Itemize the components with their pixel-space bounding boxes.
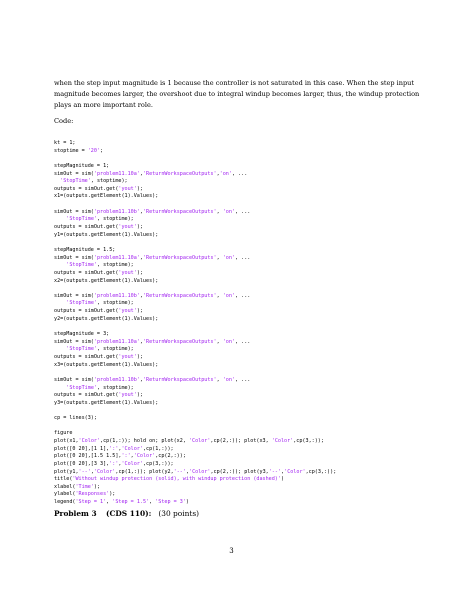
code-line [54,323,336,331]
code-token: , stoptime); [96,300,134,307]
code-line [54,262,336,270]
code-line [54,453,336,461]
code-token: ,cp(3,:)); [305,468,337,475]
code-token: , [216,376,223,383]
code-line [54,392,336,400]
code-string-literal: 'ReturnWorkspaceOutputs' [142,170,217,177]
code-token: , [216,254,223,261]
code-token [54,346,66,352]
code-token [54,385,66,391]
code-token: , [139,254,143,261]
code-token: plot(y1, [54,468,79,475]
page-number: 3 [229,547,234,555]
code-token: stepMagnitude = 3; [54,331,110,338]
code-token: ) [185,499,189,506]
code-token: ,cp(3,:)); [293,437,324,444]
code-string-literal: 'Time' [75,483,94,490]
code-token: , ... [231,170,248,177]
code-line [54,385,336,393]
problem-heading [54,508,199,519]
code-line [54,239,336,247]
code-line [54,155,336,163]
code-token: ); [136,308,143,315]
code-token: ,cp(2,:)); plot(x3, [210,437,272,444]
code-string-literal: 'ReturnWorkspaceOutputs' [142,338,217,345]
code-string-literal: 'Color' [78,437,101,444]
code-token: , stoptime); [96,384,134,391]
code-token: ); [109,491,116,498]
code-line [54,255,336,263]
problem-points: (30 points) [158,509,200,518]
code-token: simOut = sim( [54,376,94,383]
code-token: , [216,208,223,215]
code-token: stoptime = [54,147,88,154]
code-token: , [118,460,122,467]
code-string-literal: 'problem11.10a' [93,338,140,345]
code-string-literal: 'yout' [118,392,137,399]
code-line [54,193,336,201]
code-line [54,484,336,492]
code-token: ); [136,353,143,360]
code-token: outputs = simOut.get( [54,224,119,231]
code-token: , stoptime); [90,178,128,185]
code-string-literal: 'problem11.10b' [93,376,140,383]
code-line [54,278,336,286]
code-token: simOut = sim( [54,170,94,177]
code-token: x2=(outputs.getElement(1).Values); [54,277,159,284]
code-token: plot([0 20],[1.5 1.5], [54,453,122,460]
code-heading: Code: [54,117,74,125]
code-string-literal: 'on' [222,376,235,383]
code-token: , [139,170,143,177]
code-token: ); [93,483,101,490]
code-line [54,293,336,301]
code-token: ,cp(2,:)); plot(y3, [210,468,269,475]
code-token: plot([0 20],[3 3], [54,460,110,467]
code-line [54,232,336,240]
code-line [54,171,336,179]
code-token: , [90,468,94,475]
code-line [54,331,336,339]
code-token: ,cp(1,:)); [142,445,174,452]
code-token: ); [136,392,143,399]
code-token: ); [136,224,143,231]
code-line [54,316,336,324]
code-token: y3=(outputs.getElement(1).Values); [54,399,159,406]
code-line [54,300,336,308]
code-token: , stoptime); [96,262,134,269]
code-token: title( [54,476,73,483]
code-string-literal: 'ReturnWorkspaceOutputs' [142,292,217,299]
code-string-literal: 'ReturnWorkspaceOutputs' [142,208,217,215]
code-line [54,224,336,232]
code-token: y1=(outputs.getElement(1).Values); [54,231,159,238]
code-token: ,cp(1,:)); hold on; plot(x2, [100,437,189,444]
code-string-literal: '--' [173,468,186,475]
code-string-literal: ':' [109,445,119,452]
code-token: outputs = simOut.get( [54,353,119,360]
code-string-literal: 'yout' [118,224,137,231]
code-token: , [139,338,143,345]
code-token: ylabel( [54,491,76,498]
code-string-literal: 'problem11.10a' [93,170,140,177]
code-string-literal: 'on' [222,254,235,261]
code-string-literal: 'ReturnWorkspaceOutputs' [142,254,217,261]
code-string-literal: ':' [109,460,119,467]
code-line [54,186,336,194]
code-token: , ... [235,292,251,299]
code-token: outputs = simOut.get( [54,308,119,315]
code-string-literal: 'Color' [121,445,143,452]
paragraph-line: when the step input magnitude is 1 because the controller is not saturated in this case. When the step input [54,79,414,87]
code-string-literal: 'problem11.10a' [93,254,140,261]
code-token: , stoptime); [96,216,134,223]
code-line [54,430,336,438]
code-string-literal: 'on' [222,208,235,215]
paragraph-line: plays an more important role. [54,101,153,109]
code-token: , [185,468,190,475]
code-token: kt = 1; [54,140,76,146]
code-line [54,415,336,423]
code-line [54,446,336,454]
code-token: x3=(outputs.getElement(1).Values); [54,361,159,368]
code-string-literal: '--' [268,468,282,475]
code-string-literal: 'on' [222,338,235,345]
code-token: ); [136,269,143,276]
code-string-literal: 'Without windup protection (solid), with windup protection (dashed)' [72,476,281,483]
code-token: ,cp(3,:)); [142,460,174,467]
code-block [54,140,336,507]
code-string-literal: 'Color' [133,453,156,460]
code-string-literal: 'Step = 1' [75,499,107,506]
code-token: , [216,170,220,177]
code-string-literal: 'StopTime' [66,300,97,307]
code-string-literal: 'Color' [284,468,306,475]
code-string-literal: 'StopTime' [66,262,97,269]
code-token: plot([0 20],[1 1], [54,445,110,452]
code-token: stepMagnitude = 1; [54,162,110,169]
code-token: ) [280,476,285,483]
code-token: , [130,453,134,460]
code-line [54,148,336,156]
code-string-literal: ':' [121,453,131,460]
code-line [54,369,336,377]
code-token: ,cp(2,:)); [155,453,186,460]
code-string-literal: 'yout' [118,308,137,315]
code-line [54,400,336,408]
code-token: , ... [235,254,251,261]
code-token: figure [54,430,73,437]
code-line [54,339,336,347]
code-line [54,469,336,477]
code-token: , [139,208,143,215]
code-string-literal: 'ReturnWorkspaceOutputs' [142,376,217,383]
code-string-literal: 'StopTime' [60,178,91,185]
code-token: legend( [54,499,76,506]
code-token: simOut = sim( [54,338,94,345]
code-string-literal: 'problem11.10b' [93,292,140,299]
code-string-literal: '--' [78,468,91,475]
code-token: outputs = simOut.get( [54,269,119,276]
problem-label: Problem 3 [54,509,97,518]
code-token: y2=(outputs.getElement(1).Values); [54,315,159,322]
body-paragraph [54,78,424,111]
code-token: , [139,292,143,299]
code-token: xlabel( [54,483,76,490]
code-line [54,216,336,224]
code-line [54,163,336,171]
code-token [54,300,66,306]
code-token: cp = lines(3); [54,415,97,422]
code-token: , [106,499,113,506]
code-token: , stoptime); [96,346,134,353]
code-string-literal: 'Color' [271,437,294,444]
code-line [54,201,336,209]
code-line [54,491,336,499]
code-string-literal: 'Step = 3' [155,499,186,506]
code-string-literal: 'StopTime' [66,346,97,353]
code-line [54,476,336,484]
code-string-literal: '20' [87,147,101,154]
code-token: , ... [235,208,251,215]
code-string-literal: 'Color' [188,437,211,444]
code-line [54,499,336,507]
code-token [54,262,66,268]
problem-course: (CDS 110): [106,509,152,518]
code-token: , [149,499,156,506]
code-token: , [216,338,223,345]
code-line [54,354,336,362]
code-line [54,209,336,217]
code-string-literal: 'Responses' [75,491,110,498]
code-string-literal: 'StopTime' [66,384,97,391]
code-token: , [118,445,122,452]
code-string-literal: 'Step = 1.5' [112,499,150,506]
code-line [54,247,336,255]
code-token [54,216,66,222]
code-string-literal: 'Color' [121,460,143,467]
code-token: x1=(outputs.getElement(1).Values); [54,193,159,200]
code-line [54,140,336,148]
code-string-literal: 'yout' [118,269,137,276]
code-token: simOut = sim( [54,208,94,215]
code-line [54,178,336,186]
code-string-literal: 'Color' [189,468,211,475]
code-token: simOut = sim( [54,254,94,261]
code-line [54,362,336,370]
code-token: , ... [235,376,251,383]
code-token: stepMagnitude = 1.5; [54,246,116,253]
code-token: simOut = sim( [54,292,94,299]
code-line [54,346,336,354]
code-token: ,cp(1,:)); plot(y2, [115,468,174,475]
code-string-literal: 'problem11.10b' [93,208,140,215]
code-token: , [216,292,223,299]
code-line [54,377,336,385]
code-token: , [281,468,285,475]
code-token: plot(x1, [54,437,79,444]
code-line [54,423,336,431]
code-line [54,270,336,278]
code-string-literal: 'yout' [118,185,137,192]
code-token: , [139,376,143,383]
code-string-literal: 'on' [219,170,232,177]
code-line [54,285,336,293]
code-string-literal: 'on' [222,292,235,299]
paragraph-line: magnitude becomes larger, the overshoot due to integral windup becomes larger, thus, the windup protection [54,90,420,98]
code-token: outputs = simOut.get( [54,392,119,399]
code-token: , ... [235,338,251,345]
code-token: ; [100,147,104,154]
code-string-literal: 'StopTime' [66,216,97,223]
code-line [54,407,336,415]
code-line [54,461,336,469]
code-token: ); [136,185,143,192]
code-line [54,308,336,316]
code-string-literal: 'Color' [93,468,116,475]
code-string-literal: 'yout' [118,353,137,360]
code-line [54,438,336,446]
code-token: outputs = simOut.get( [54,185,119,192]
